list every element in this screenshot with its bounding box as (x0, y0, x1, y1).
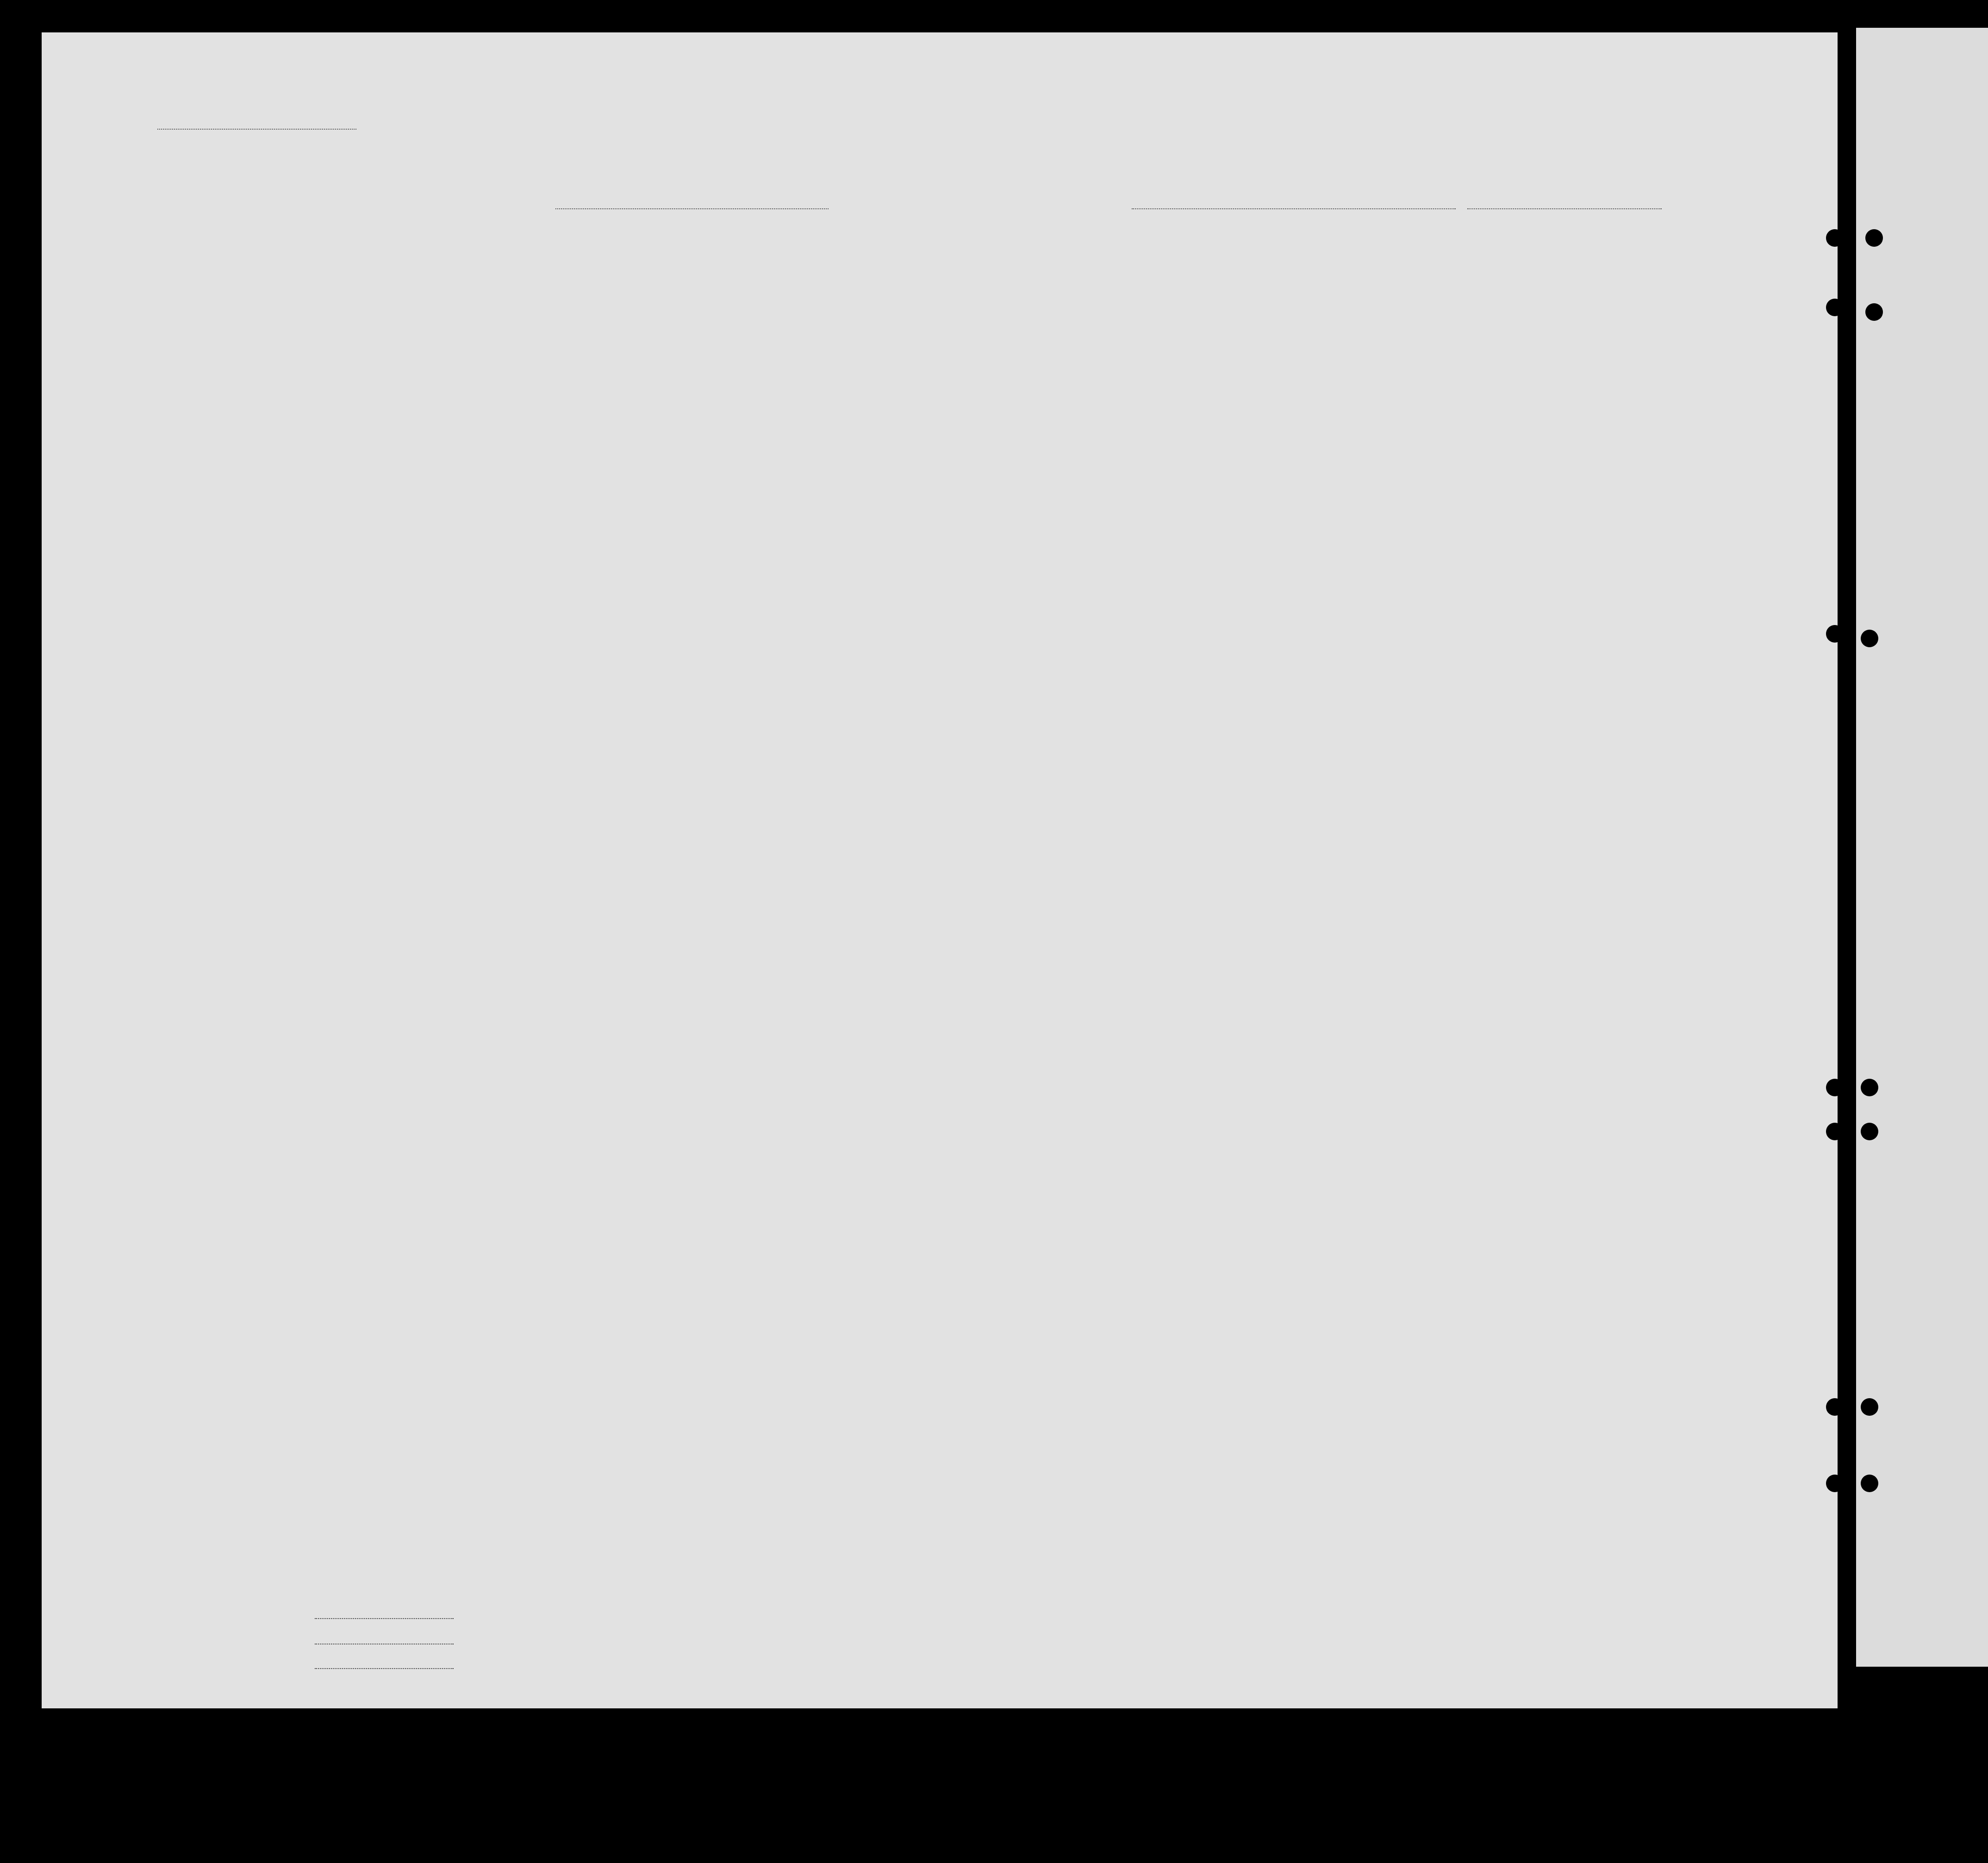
footer-line (315, 1668, 454, 1669)
footer-line (315, 1618, 454, 1619)
